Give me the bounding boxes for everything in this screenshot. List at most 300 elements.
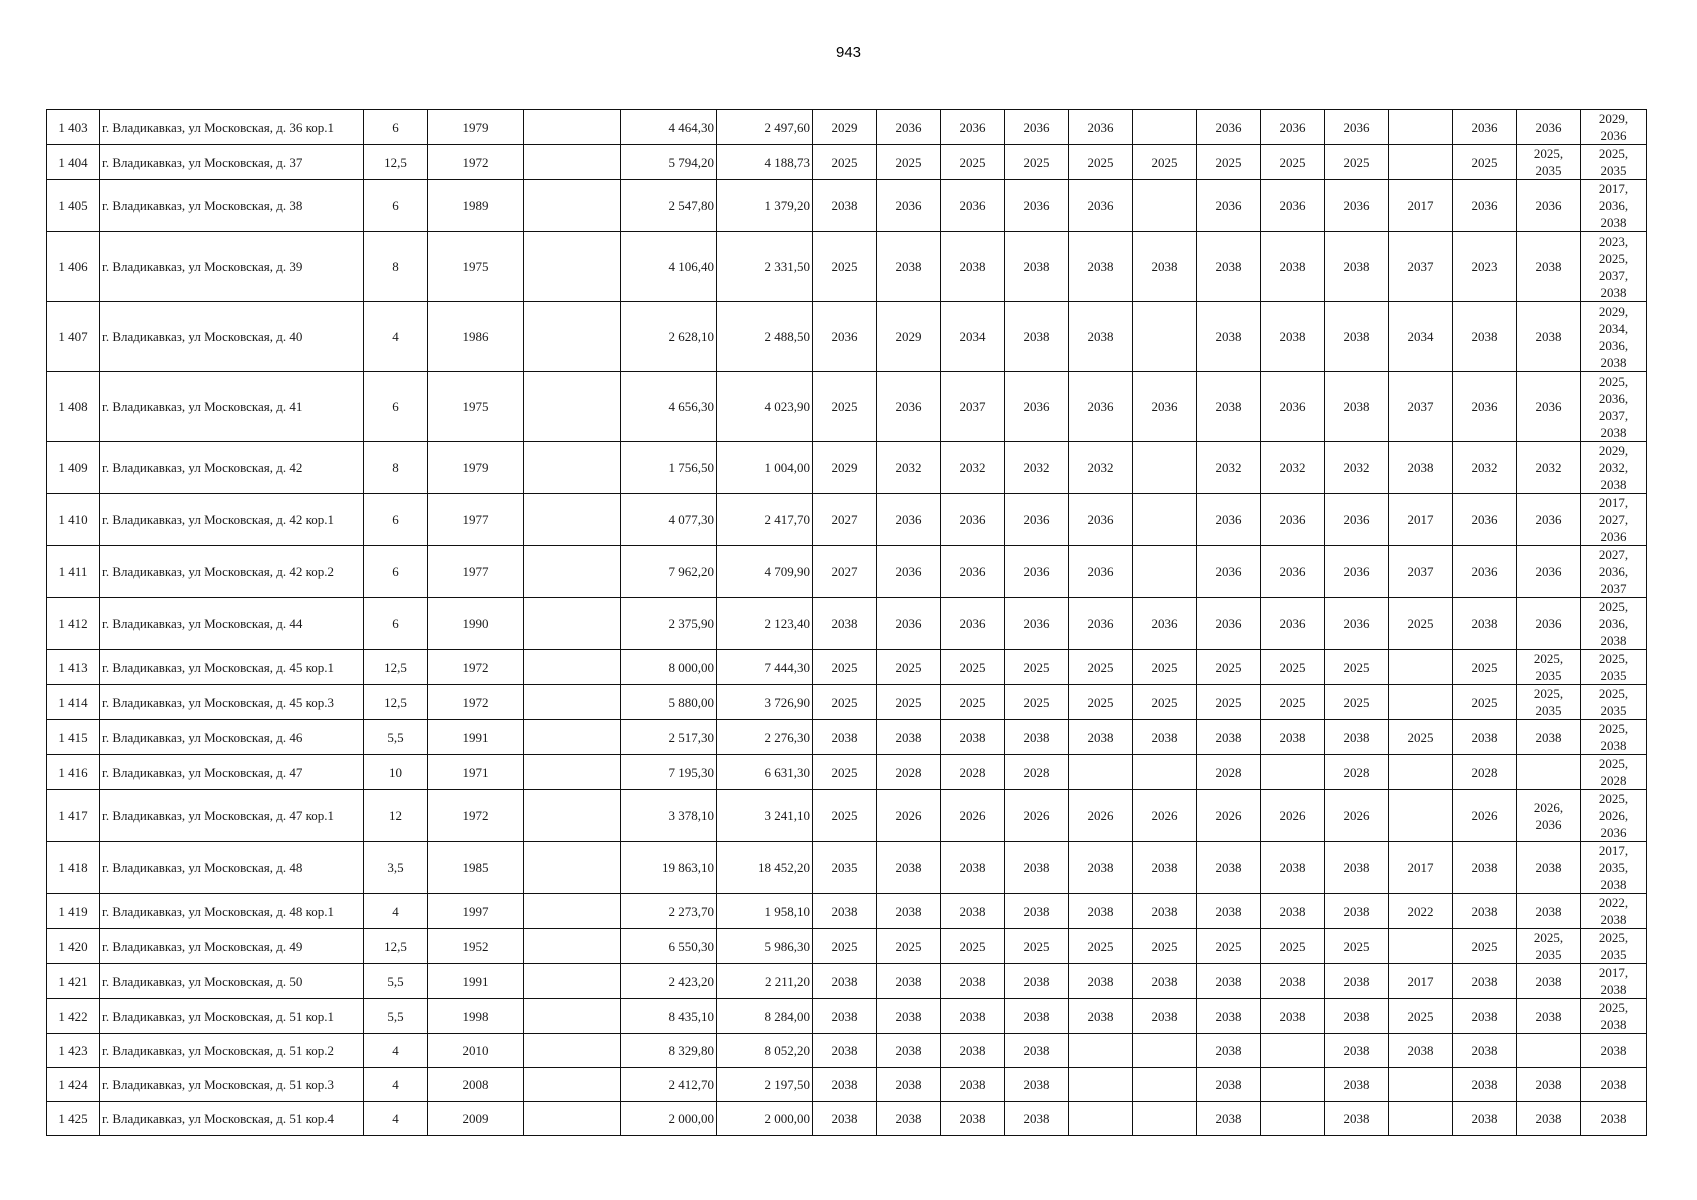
repair-year-cell: 2025 xyxy=(1197,685,1261,720)
repair-year-cell: 2036 xyxy=(877,180,941,232)
repair-year-cell: 2025 xyxy=(1325,929,1389,964)
repair-year-cell: 2038 xyxy=(1261,720,1325,755)
row-number-cell: 1 421 xyxy=(47,964,100,999)
repair-year-cell: 2025 xyxy=(1261,685,1325,720)
repair-year-cell: 2038 xyxy=(877,1034,941,1068)
repair-year-cell: 2017 xyxy=(1389,964,1453,999)
repair-year-cell: 2036 xyxy=(1261,494,1325,546)
table-row xyxy=(47,232,1647,302)
total-area-cell: 8 329,80 xyxy=(621,1034,717,1068)
repair-year-cell: 2025 xyxy=(1453,650,1517,685)
repair-year-cell: 2036 xyxy=(1005,372,1069,442)
repair-year-cell: 2032 xyxy=(941,442,1005,494)
repair-year-cell: 2038 xyxy=(1069,894,1133,929)
repair-year-cell: 2036 xyxy=(1261,110,1325,145)
repair-year-cell: 2025 xyxy=(941,685,1005,720)
repair-year-cell: 2036 xyxy=(941,598,1005,650)
address-cell: г. Владикавказ, ул Московская, д. 46 xyxy=(100,720,364,755)
year-built-cell: 2008 xyxy=(428,1068,524,1102)
repair-year-cell: 2037 xyxy=(1389,372,1453,442)
total-area-cell: 7 962,20 xyxy=(621,546,717,598)
repair-year-cell: 2038 xyxy=(1069,720,1133,755)
repair-year-cell: 2038 xyxy=(1261,964,1325,999)
row-number-cell: 1 425 xyxy=(47,1102,100,1136)
repair-year-cell: 2025 xyxy=(813,650,877,685)
repair-year-cell: 2036 xyxy=(877,372,941,442)
repair-year-cell: 2038 xyxy=(813,1034,877,1068)
address-cell: г. Владикавказ, ул Московская, д. 47 xyxy=(100,755,364,790)
repair-year-cell: 2038 xyxy=(1069,842,1133,894)
year-built-cell: 1971 xyxy=(428,755,524,790)
repair-year-cell: 2032 xyxy=(1069,442,1133,494)
repair-year-cell: 2038 xyxy=(1005,1068,1069,1102)
repair-year-cell: 2022, 2038 xyxy=(1581,894,1647,929)
address-cell: г. Владикавказ, ул Московская, д. 51 кор.2 xyxy=(100,1034,364,1068)
repair-year-cell: 2038 xyxy=(877,894,941,929)
row-number-cell: 1 407 xyxy=(47,302,100,372)
repair-year-cell: 2025 xyxy=(813,790,877,842)
repair-year-cell xyxy=(1133,110,1197,145)
empty-cell xyxy=(524,1068,621,1102)
repair-year-cell: 2025 xyxy=(1261,650,1325,685)
repair-year-cell: 2025 xyxy=(1453,145,1517,180)
value-cell: 4 xyxy=(364,1102,428,1136)
repair-year-cell: 2036 xyxy=(1069,180,1133,232)
repair-year-cell: 2025 xyxy=(941,929,1005,964)
repair-year-cell: 2038 xyxy=(1133,842,1197,894)
table-row xyxy=(47,755,1647,790)
repair-year-cell: 2025, 2038 xyxy=(1581,999,1647,1034)
repair-year-cell: 2038 xyxy=(1197,720,1261,755)
repair-year-cell: 2036 xyxy=(1453,546,1517,598)
table-row xyxy=(47,372,1647,442)
value-cell: 4 xyxy=(364,302,428,372)
repair-year-cell: 2025, 2026, 2036 xyxy=(1581,790,1647,842)
repair-year-cell: 2038 xyxy=(813,598,877,650)
empty-cell xyxy=(524,650,621,685)
repair-year-cell: 2025 xyxy=(1069,685,1133,720)
repair-year-cell: 2029, 2032, 2038 xyxy=(1581,442,1647,494)
repair-year-cell: 2038 xyxy=(1325,302,1389,372)
value-cell: 10 xyxy=(364,755,428,790)
repair-year-cell: 2036 xyxy=(1133,372,1197,442)
repair-year-cell: 2038 xyxy=(1005,720,1069,755)
year-built-cell: 1979 xyxy=(428,442,524,494)
table-row xyxy=(47,494,1647,546)
empty-cell xyxy=(524,302,621,372)
page-number: 943 xyxy=(835,44,862,61)
repair-year-cell: 2036 xyxy=(1517,546,1581,598)
total-area-cell: 3 378,10 xyxy=(621,790,717,842)
table-row xyxy=(47,1034,1647,1068)
repair-year-cell xyxy=(1389,1102,1453,1136)
repair-year-cell: 2017, 2036, 2038 xyxy=(1581,180,1647,232)
living-area-cell: 3 241,10 xyxy=(717,790,813,842)
repair-year-cell: 2037 xyxy=(941,372,1005,442)
year-built-cell: 1986 xyxy=(428,302,524,372)
table-row xyxy=(47,442,1647,494)
repair-year-cell: 2036 xyxy=(877,110,941,145)
repair-year-cell: 2032 xyxy=(877,442,941,494)
year-built-cell: 1991 xyxy=(428,964,524,999)
repair-year-cell: 2025 xyxy=(1069,145,1133,180)
value-cell: 4 xyxy=(364,894,428,929)
year-built-cell: 1972 xyxy=(428,650,524,685)
repair-year-cell: 2036 xyxy=(877,598,941,650)
repair-year-cell: 2025 xyxy=(877,145,941,180)
total-area-cell: 5 880,00 xyxy=(621,685,717,720)
repair-year-cell: 2025 xyxy=(1261,929,1325,964)
repair-year-cell: 2038 xyxy=(1325,232,1389,302)
repair-year-cell xyxy=(1261,1034,1325,1068)
empty-cell xyxy=(524,894,621,929)
table-row xyxy=(47,790,1647,842)
repair-year-cell: 2038 xyxy=(1517,232,1581,302)
year-built-cell: 1977 xyxy=(428,494,524,546)
repair-year-cell: 2025 xyxy=(1005,145,1069,180)
empty-cell xyxy=(524,180,621,232)
repair-year-cell xyxy=(1517,755,1581,790)
repair-year-cell xyxy=(1389,755,1453,790)
repair-year-cell: 2029 xyxy=(813,110,877,145)
empty-cell xyxy=(524,755,621,790)
living-area-cell: 2 488,50 xyxy=(717,302,813,372)
registry-table xyxy=(46,109,1647,1136)
repair-year-cell: 2036 xyxy=(877,494,941,546)
address-cell: г. Владикавказ, ул Московская, д. 44 xyxy=(100,598,364,650)
repair-year-cell: 2025, 2035 xyxy=(1517,145,1581,180)
repair-year-cell: 2038 xyxy=(1453,964,1517,999)
total-area-cell: 2 547,80 xyxy=(621,180,717,232)
repair-year-cell: 2026 xyxy=(1261,790,1325,842)
repair-year-cell xyxy=(1261,1068,1325,1102)
repair-year-cell: 2036 xyxy=(1453,372,1517,442)
repair-year-cell: 2025 xyxy=(813,145,877,180)
row-number-cell: 1 408 xyxy=(47,372,100,442)
repair-year-cell: 2025 xyxy=(1069,650,1133,685)
repair-year-cell: 2025 xyxy=(1133,929,1197,964)
living-area-cell: 8 284,00 xyxy=(717,999,813,1034)
repair-year-cell: 2035 xyxy=(813,842,877,894)
repair-year-cell: 2028 xyxy=(1005,755,1069,790)
repair-year-cell: 2038 xyxy=(877,1068,941,1102)
living-area-cell: 4 188,73 xyxy=(717,145,813,180)
repair-year-cell: 2038 xyxy=(1005,894,1069,929)
repair-year-cell: 2036 xyxy=(1325,546,1389,598)
repair-year-cell: 2036 xyxy=(1197,546,1261,598)
row-number-cell: 1 414 xyxy=(47,685,100,720)
repair-year-cell: 2025 xyxy=(877,650,941,685)
repair-year-cell: 2038 xyxy=(1325,720,1389,755)
empty-cell xyxy=(524,1034,621,1068)
value-cell: 3,5 xyxy=(364,842,428,894)
repair-year-cell: 2038 xyxy=(1517,842,1581,894)
row-number-cell: 1 420 xyxy=(47,929,100,964)
repair-year-cell: 2038 xyxy=(1325,894,1389,929)
repair-year-cell: 2038 xyxy=(1197,1034,1261,1068)
repair-year-cell: 2038 xyxy=(1389,1034,1453,1068)
repair-year-cell: 2038 xyxy=(1389,442,1453,494)
repair-year-cell: 2034 xyxy=(1389,302,1453,372)
row-number-cell: 1 419 xyxy=(47,894,100,929)
repair-year-cell: 2038 xyxy=(813,894,877,929)
living-area-cell: 2 331,50 xyxy=(717,232,813,302)
row-number-cell: 1 413 xyxy=(47,650,100,685)
address-cell: г. Владикавказ, ул Московская, д. 37 xyxy=(100,145,364,180)
repair-year-cell: 2026 xyxy=(1069,790,1133,842)
repair-year-cell: 2025 xyxy=(1069,929,1133,964)
empty-cell xyxy=(524,546,621,598)
year-built-cell: 1989 xyxy=(428,180,524,232)
repair-year-cell: 2038 xyxy=(1005,1102,1069,1136)
repair-year-cell: 2038 xyxy=(1453,894,1517,929)
value-cell: 12,5 xyxy=(364,685,428,720)
repair-year-cell xyxy=(1389,110,1453,145)
year-built-cell: 1952 xyxy=(428,929,524,964)
repair-year-cell: 2025 xyxy=(813,685,877,720)
repair-year-cell: 2029 xyxy=(813,442,877,494)
repair-year-cell: 2036 xyxy=(1325,110,1389,145)
repair-year-cell: 2026 xyxy=(1005,790,1069,842)
repair-year-cell: 2036 xyxy=(1325,494,1389,546)
repair-year-cell: 2029 xyxy=(877,302,941,372)
repair-year-cell xyxy=(1133,546,1197,598)
total-area-cell: 2 628,10 xyxy=(621,302,717,372)
total-area-cell: 2 375,90 xyxy=(621,598,717,650)
repair-year-cell: 2038 xyxy=(813,1068,877,1102)
repair-year-cell: 2025, 2036, 2038 xyxy=(1581,598,1647,650)
repair-year-cell: 2038 xyxy=(1197,1102,1261,1136)
repair-year-cell: 2038 xyxy=(1197,894,1261,929)
repair-year-cell: 2036 xyxy=(1005,110,1069,145)
repair-year-cell: 2038 xyxy=(1005,964,1069,999)
repair-year-cell: 2038 xyxy=(941,894,1005,929)
total-area-cell: 2 273,70 xyxy=(621,894,717,929)
row-number-cell: 1 410 xyxy=(47,494,100,546)
table-row xyxy=(47,650,1647,685)
repair-year-cell: 2038 xyxy=(877,999,941,1034)
address-cell: г. Владикавказ, ул Московская, д. 40 xyxy=(100,302,364,372)
year-built-cell: 1977 xyxy=(428,546,524,598)
repair-year-cell: 2038 xyxy=(1197,372,1261,442)
repair-year-cell: 2036 xyxy=(1517,180,1581,232)
repair-year-cell: 2026 xyxy=(1133,790,1197,842)
repair-year-cell: 2032 xyxy=(1325,442,1389,494)
repair-year-cell: 2038 xyxy=(1453,1034,1517,1068)
repair-year-cell: 2038 xyxy=(1197,999,1261,1034)
repair-year-cell: 2025, 2028 xyxy=(1581,755,1647,790)
repair-year-cell: 2036 xyxy=(813,302,877,372)
repair-year-cell: 2036 xyxy=(1069,494,1133,546)
living-area-cell: 2 123,40 xyxy=(717,598,813,650)
repair-year-cell xyxy=(1133,1034,1197,1068)
repair-year-cell: 2038 xyxy=(813,1102,877,1136)
repair-year-cell: 2038 xyxy=(941,720,1005,755)
repair-year-cell: 2038 xyxy=(941,232,1005,302)
repair-year-cell: 2036 xyxy=(1005,546,1069,598)
repair-year-cell: 2036 xyxy=(1261,546,1325,598)
repair-year-cell: 2025 xyxy=(1133,650,1197,685)
empty-cell xyxy=(524,372,621,442)
repair-year-cell: 2038 xyxy=(1453,1068,1517,1102)
repair-year-cell: 2038 xyxy=(1133,232,1197,302)
repair-year-cell: 2017, 2035, 2038 xyxy=(1581,842,1647,894)
repair-year-cell: 2036 xyxy=(1261,180,1325,232)
repair-year-cell xyxy=(1389,1068,1453,1102)
repair-year-cell: 2038 xyxy=(1517,1068,1581,1102)
address-cell: г. Владикавказ, ул Московская, д. 39 xyxy=(100,232,364,302)
living-area-cell: 7 444,30 xyxy=(717,650,813,685)
row-number-cell: 1 416 xyxy=(47,755,100,790)
table-row xyxy=(47,1102,1647,1136)
repair-year-cell: 2017 xyxy=(1389,842,1453,894)
repair-year-cell: 2038 xyxy=(1069,964,1133,999)
repair-year-cell xyxy=(1389,929,1453,964)
address-cell: г. Владикавказ, ул Московская, д. 48 xyxy=(100,842,364,894)
row-number-cell: 1 417 xyxy=(47,790,100,842)
year-built-cell: 2009 xyxy=(428,1102,524,1136)
repair-year-cell: 2026, 2036 xyxy=(1517,790,1581,842)
repair-year-cell: 2025, 2035 xyxy=(1581,929,1647,964)
repair-year-cell: 2025 xyxy=(1197,929,1261,964)
repair-year-cell: 2038 xyxy=(813,964,877,999)
repair-year-cell: 2025, 2035 xyxy=(1517,650,1581,685)
empty-cell xyxy=(524,929,621,964)
repair-year-cell: 2036 xyxy=(1197,598,1261,650)
row-number-cell: 1 412 xyxy=(47,598,100,650)
table-row xyxy=(47,110,1647,145)
repair-year-cell: 2025, 2035 xyxy=(1581,685,1647,720)
repair-year-cell: 2025 xyxy=(1389,720,1453,755)
repair-year-cell: 2038 xyxy=(1517,720,1581,755)
repair-year-cell: 2036 xyxy=(941,110,1005,145)
living-area-cell: 18 452,20 xyxy=(717,842,813,894)
repair-year-cell: 2038 xyxy=(1325,964,1389,999)
value-cell: 5,5 xyxy=(364,964,428,999)
repair-year-cell: 2025 xyxy=(1197,145,1261,180)
value-cell: 6 xyxy=(364,494,428,546)
repair-year-cell xyxy=(1133,755,1197,790)
repair-year-cell: 2038 xyxy=(1261,842,1325,894)
repair-year-cell: 2036 xyxy=(1005,598,1069,650)
repair-year-cell: 2017, 2027, 2036 xyxy=(1581,494,1647,546)
repair-year-cell: 2038 xyxy=(1453,720,1517,755)
repair-year-cell: 2036 xyxy=(1197,494,1261,546)
repair-year-cell xyxy=(1389,790,1453,842)
living-area-cell: 1 958,10 xyxy=(717,894,813,929)
repair-year-cell: 2017 xyxy=(1389,494,1453,546)
empty-cell xyxy=(524,145,621,180)
value-cell: 6 xyxy=(364,110,428,145)
repair-year-cell: 2038 xyxy=(1069,302,1133,372)
repair-year-cell: 2038 xyxy=(1581,1068,1647,1102)
year-built-cell: 1972 xyxy=(428,685,524,720)
repair-year-cell: 2022 xyxy=(1389,894,1453,929)
repair-year-cell: 2026 xyxy=(1197,790,1261,842)
repair-year-cell: 2017 xyxy=(1389,180,1453,232)
repair-year-cell: 2032 xyxy=(1453,442,1517,494)
repair-year-cell xyxy=(1261,755,1325,790)
total-area-cell: 2 412,70 xyxy=(621,1068,717,1102)
repair-year-cell: 2025 xyxy=(813,372,877,442)
total-area-cell: 1 756,50 xyxy=(621,442,717,494)
repair-year-cell: 2038 xyxy=(1197,232,1261,302)
table-row xyxy=(47,685,1647,720)
address-cell: г. Владикавказ, ул Московская, д. 41 xyxy=(100,372,364,442)
repair-year-cell: 2038 xyxy=(1517,894,1581,929)
repair-year-cell: 2025, 2035 xyxy=(1581,650,1647,685)
total-area-cell: 2 517,30 xyxy=(621,720,717,755)
repair-year-cell: 2025 xyxy=(813,929,877,964)
table-row xyxy=(47,720,1647,755)
repair-year-cell: 2036 xyxy=(1517,372,1581,442)
repair-year-cell: 2036 xyxy=(1453,110,1517,145)
repair-year-cell: 2038 xyxy=(877,842,941,894)
repair-year-cell: 2034 xyxy=(941,302,1005,372)
repair-year-cell: 2017, 2038 xyxy=(1581,964,1647,999)
repair-year-cell: 2038 xyxy=(941,964,1005,999)
total-area-cell: 6 550,30 xyxy=(621,929,717,964)
repair-year-cell: 2038 xyxy=(877,720,941,755)
value-cell: 4 xyxy=(364,1068,428,1102)
value-cell: 6 xyxy=(364,180,428,232)
repair-year-cell: 2025, 2035 xyxy=(1517,685,1581,720)
total-area-cell: 4 464,30 xyxy=(621,110,717,145)
repair-year-cell: 2038 xyxy=(1261,999,1325,1034)
living-area-cell: 8 052,20 xyxy=(717,1034,813,1068)
repair-year-cell: 2038 xyxy=(1133,894,1197,929)
table-row xyxy=(47,1068,1647,1102)
repair-year-cell: 2038 xyxy=(1517,999,1581,1034)
repair-year-cell xyxy=(1133,302,1197,372)
value-cell: 6 xyxy=(364,546,428,598)
year-built-cell: 1997 xyxy=(428,894,524,929)
total-area-cell: 4 106,40 xyxy=(621,232,717,302)
repair-year-cell: 2025 xyxy=(1389,999,1453,1034)
repair-year-cell: 2025 xyxy=(877,685,941,720)
table-row xyxy=(47,145,1647,180)
repair-year-cell xyxy=(1133,180,1197,232)
address-cell: г. Владикавказ, ул Московская, д. 38 xyxy=(100,180,364,232)
repair-year-cell: 2025, 2035 xyxy=(1517,929,1581,964)
repair-year-cell: 2038 xyxy=(1133,720,1197,755)
repair-year-cell: 2025 xyxy=(1325,145,1389,180)
year-built-cell: 1998 xyxy=(428,999,524,1034)
repair-year-cell: 2038 xyxy=(1261,232,1325,302)
repair-year-cell xyxy=(1133,442,1197,494)
year-built-cell: 1985 xyxy=(428,842,524,894)
repair-year-cell: 2026 xyxy=(1453,790,1517,842)
repair-year-cell: 2038 xyxy=(1261,302,1325,372)
total-area-cell: 2 000,00 xyxy=(621,1102,717,1136)
repair-year-cell: 2026 xyxy=(941,790,1005,842)
address-cell: г. Владикавказ, ул Московская, д. 51 кор.1 xyxy=(100,999,364,1034)
repair-year-cell: 2038 xyxy=(1197,302,1261,372)
repair-year-cell: 2036 xyxy=(941,546,1005,598)
empty-cell xyxy=(524,999,621,1034)
address-cell: г. Владикавказ, ул Московская, д. 45 кор.1 xyxy=(100,650,364,685)
repair-year-cell xyxy=(1261,1102,1325,1136)
repair-year-cell: 2038 xyxy=(1517,964,1581,999)
repair-year-cell: 2025 xyxy=(1005,650,1069,685)
table-row xyxy=(47,180,1647,232)
address-cell: г. Владикавказ, ул Московская, д. 47 кор.1 xyxy=(100,790,364,842)
repair-year-cell: 2025 xyxy=(1133,145,1197,180)
value-cell: 8 xyxy=(364,442,428,494)
repair-year-cell: 2036 xyxy=(1517,494,1581,546)
living-area-cell: 6 631,30 xyxy=(717,755,813,790)
repair-year-cell: 2038 xyxy=(941,1068,1005,1102)
